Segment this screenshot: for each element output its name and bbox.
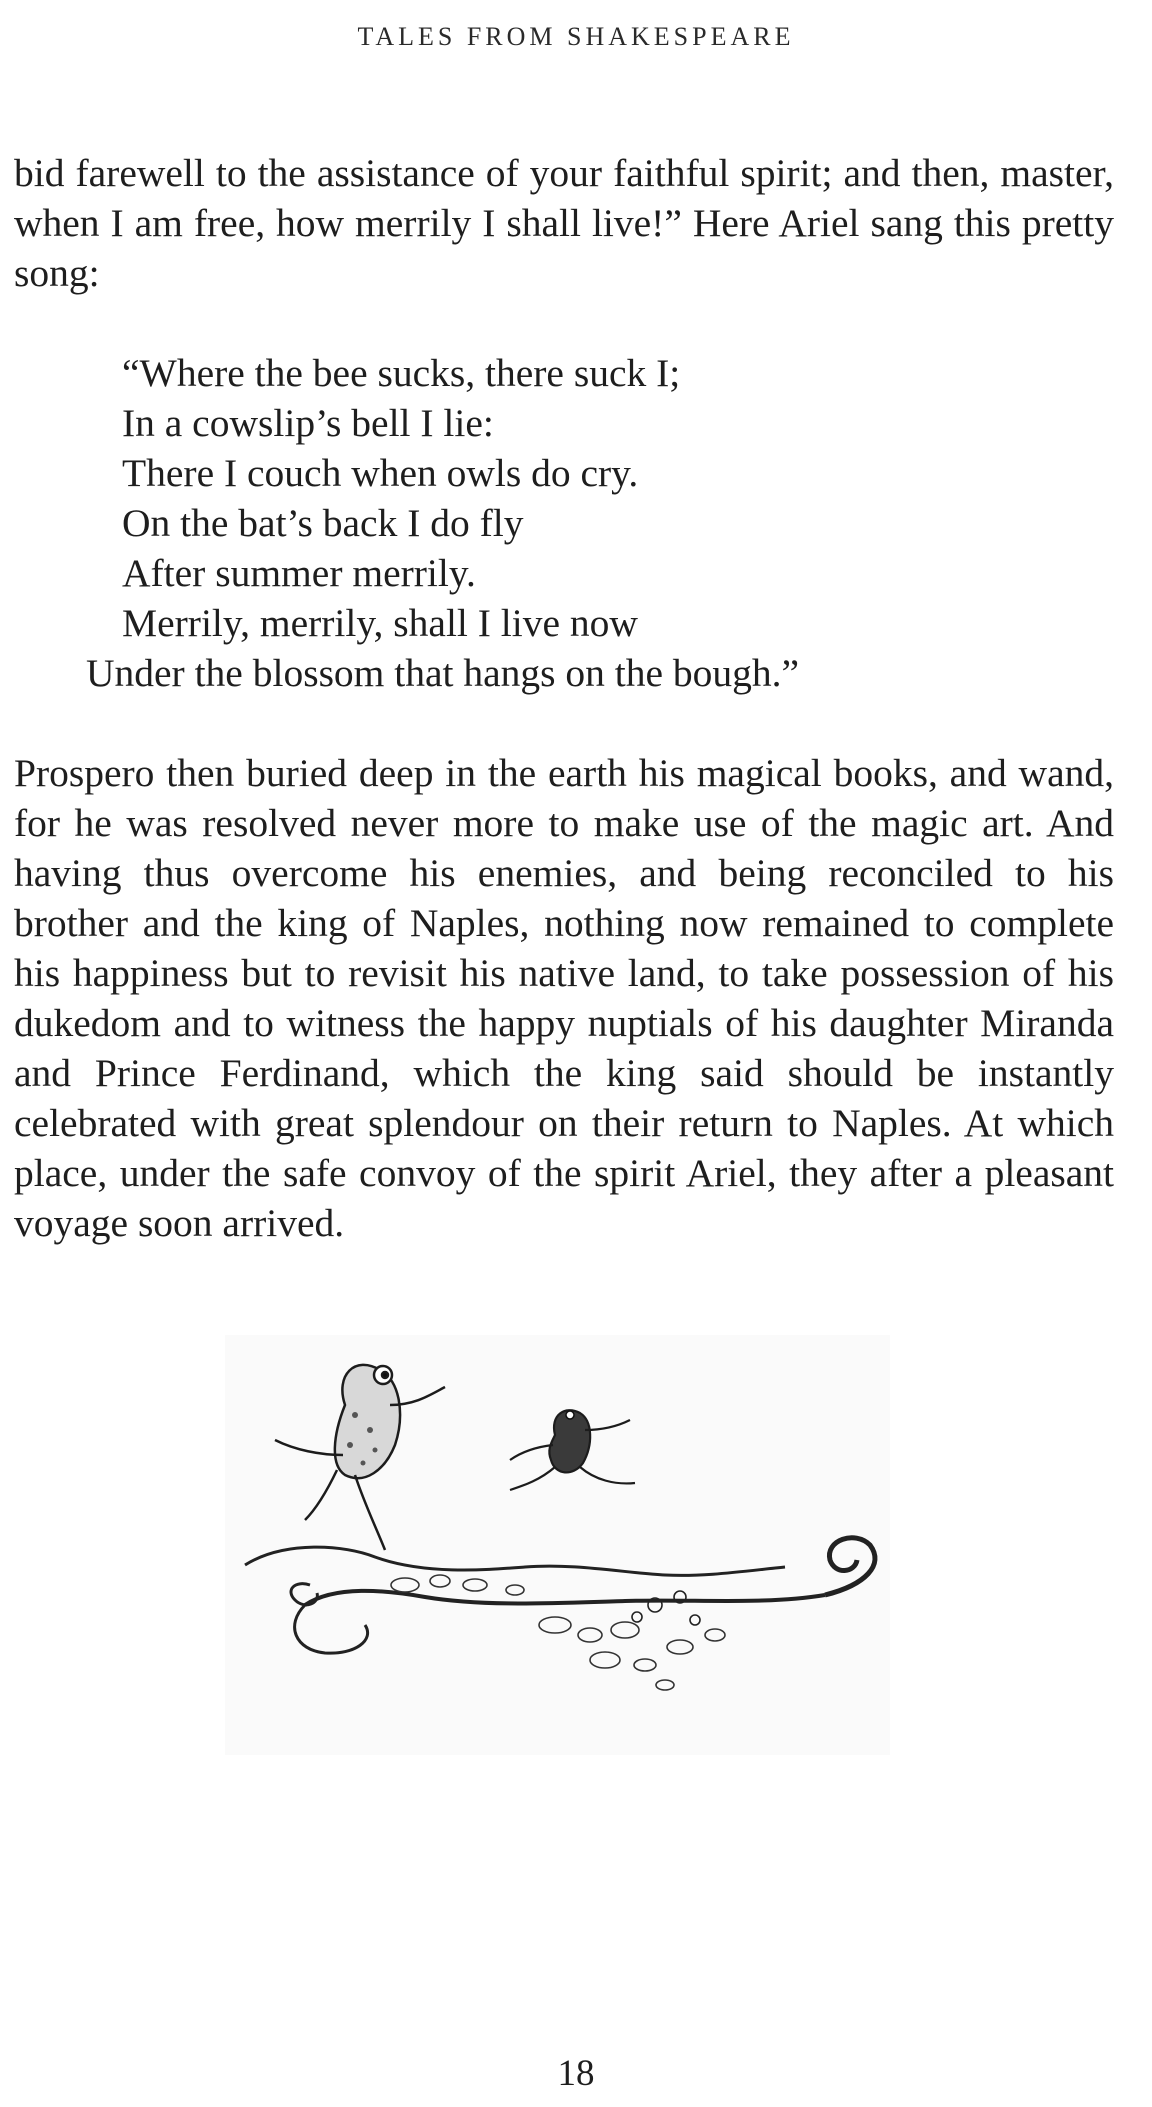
song-verse (86, 348, 800, 698)
verse-line: Merrily, merrily, shall I live now (122, 601, 638, 645)
verse-line: “Where the bee sucks, there suck I; (122, 351, 681, 395)
running-head: TALES FROM SHAKESPEARE (357, 22, 795, 51)
verse-line: Under the blossom that hangs on the bough.” (86, 651, 800, 695)
paragraph-2: Prospero then buried deep in the earth his magical books, and wand, for he was resolved never more to make use of the magic art. And having thus overcome his enemies, and being reconciled to his brother and the king of Naples, nothing now remained to complete his happiness but to revisit his native land, to take possession of his dukedom and to witness the happy nuptials of his daughter Miranda and Prince Ferdinand, which the king said should be instantly celebrated with great splendour on their return to Naples. At which place, under the safe convoy of the spirit Ariel, they after a pleasant voyage soon arrived. (14, 751, 1114, 1245)
frogs-illustration (225, 1335, 890, 1755)
verse-line: After summer merrily. (122, 551, 476, 595)
paragraph-1: bid farewell to the assistance of your faithful spirit; and then, master, when I am free, how merrily I shall live!” Here Ariel sang this pretty song: (14, 151, 1114, 295)
verse-line: There I couch when owls do cry. (122, 451, 639, 495)
page-number: 18 (557, 2053, 595, 2094)
verse-line: In a cowslip’s bell I lie: (122, 401, 494, 445)
verse-line: On the bat’s back I do fly (122, 501, 524, 545)
